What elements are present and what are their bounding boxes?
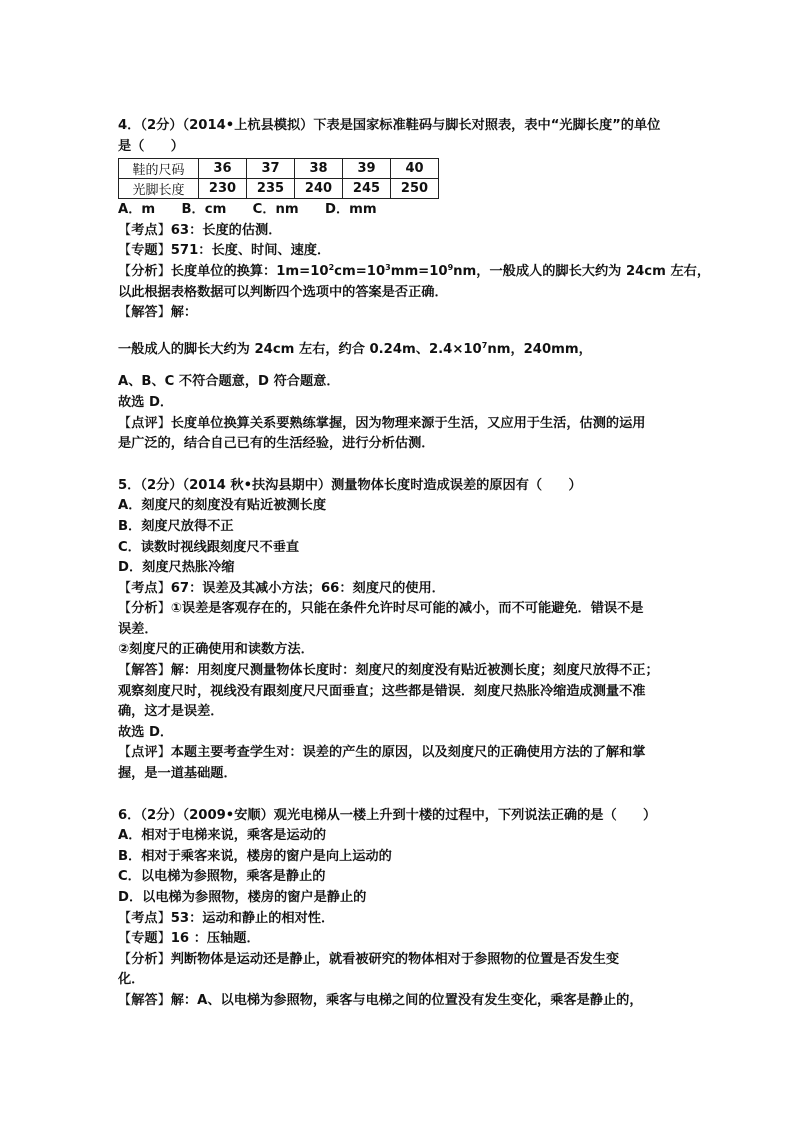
kaodian-text: 63：长度的估测． (170, 222, 282, 238)
jieda-text-continued: 确，这才是误差． (118, 704, 224, 720)
zhuanti-line (118, 241, 678, 262)
exponent: 2 (328, 262, 335, 272)
text-segment: 一般成人的脚长大约为 24cm 左右，约合 0.24m、2.4×10 (118, 341, 482, 357)
tag-label: 分析 (131, 951, 158, 967)
dianping-text-continued: 握，是一道基础题． (118, 766, 237, 782)
table-cell: 230 (199, 179, 247, 199)
table-cell: 250 (391, 179, 439, 199)
question-5 (118, 476, 678, 785)
fenxi-text-continued: 以此根据表格数据可以判断四个选项中的答案是否正确． (118, 284, 448, 300)
question-4 (118, 116, 711, 455)
fenxi-tag: 【分析】 (118, 951, 171, 967)
jieda-text: 解：A、以电梯为参照物，乘客与电梯之间的位置没有发生变化，乘客是静止的， (170, 992, 643, 1008)
table-cell: 36 (199, 159, 247, 179)
fenxi-tag: 【分析】 (118, 601, 171, 617)
fenxi-tag: 【分析】 (118, 263, 171, 279)
option-a: A．相对于电梯来说，乘客是运动的 (118, 828, 327, 844)
kaodian-tag: 【考点】 (118, 580, 171, 596)
option-b: B．刻度尺放得不正 (118, 518, 234, 534)
option-b: B．相对于乘客来说，楼房的窗户是向上运动的 (118, 848, 392, 864)
kaodian-tag: 【考点】 (118, 222, 171, 238)
fenxi-text-continued: 误差． (118, 621, 158, 637)
jieda-text: 解：用刻度尺测量物体长度时：刻度尺的刻度没有贴近被测长度；刻度尺放得不正； (170, 663, 659, 679)
fenxi-text-continued: 化． (118, 972, 145, 988)
dianping-tag: 【点评】 (118, 745, 171, 761)
exponent: 3 (385, 262, 391, 272)
dianping-text: 长度单位换算关系要熟练掌握，因为物理来源于生活，又应用于生活，估测的运用 (170, 415, 646, 431)
kaodian-line (118, 909, 678, 930)
table-row-label: 光脚长度 (119, 179, 199, 199)
option-d: D．以电梯为参照物，楼房的窗户是静止的 (118, 890, 367, 905)
fenxi-text (171, 264, 710, 279)
tag-label: 解答 (131, 663, 158, 679)
table-cell: 245 (343, 179, 391, 199)
option-d: D．刻度尺热胀冷缩 (118, 560, 235, 576)
tag-label: 专题 (131, 243, 158, 259)
table-cell: 37 (247, 159, 295, 179)
zhuanti-line (118, 929, 678, 950)
table-row-label: 鞋的尺码 (119, 159, 199, 179)
table-cell: 39 (343, 159, 391, 179)
dianping-text: 本题主要考查学生对：误差的产生的原因，以及刻度尺的正确使用方法的了解和掌 (170, 745, 646, 761)
question-6 (118, 806, 678, 1012)
table-cell: 240 (295, 179, 343, 199)
text-segment: cm=10 (334, 263, 386, 279)
text-segment: nm，一般成人的脚长大约为 24cm 左右， (453, 263, 711, 279)
tag-label: 分析 (131, 263, 158, 279)
exponent: 7 (481, 340, 488, 350)
option-a: A．刻度尺的刻度没有贴近被测长度 (118, 498, 327, 514)
zhuanti-text: 16 ：压轴题． (170, 931, 260, 947)
text-segment: mm=10 (390, 263, 448, 279)
zhuanti-text: 571：长度、时间、速度． (170, 243, 331, 259)
tag-label: 点评 (131, 745, 158, 761)
jieda-line (118, 303, 678, 324)
calculation-line (118, 340, 678, 361)
judgement-line: A、B、C 不符合题意，D 符合题意． (118, 374, 340, 390)
question-stem: 6．（2分）（2009•安顺）观光电梯从一楼上升到十楼的过程中，下列说法正确的是（ ） (118, 807, 657, 823)
zhuanti-tag: 【专题】 (118, 243, 171, 259)
question-stem: 5．（2分）（2014 秋•扶沟县期中）测量物体长度时造成误差的原因有（ ） (118, 477, 582, 493)
table-row (119, 159, 439, 179)
table-cell: 40 (391, 159, 439, 179)
document-page (118, 116, 711, 1012)
kaodian-text: 53：运动和静止的相对性． (170, 910, 335, 926)
fenxi-line (118, 599, 678, 620)
text-segment: nm，240mm， (487, 341, 592, 357)
dianping-line (118, 414, 678, 435)
tag-label: 点评 (131, 415, 158, 431)
kaodian-tag: 【考点】 (118, 910, 171, 926)
jieda-text-continued: 观察刻度尺时，视线没有跟刻度尺尺面垂直；这些都是错误．刻度尺热胀冷缩造成测量不准 (118, 683, 646, 699)
question-stem: 4．（2分）（2014•上杭县模拟）下表是国家标准鞋码与脚长对照表，表中“光脚长度”的单位 (118, 118, 661, 133)
text-segment: 长度单位的换算：1m=10 (170, 263, 329, 279)
jieda-line (118, 991, 678, 1012)
dianping-line (118, 743, 678, 764)
jieda-line (118, 661, 678, 682)
jieda-tag: 【解答】 (118, 663, 171, 679)
fenxi-text-continued: ②刻度尺的正确使用和读数方法． (118, 642, 314, 658)
tag-label: 解答 (131, 305, 158, 321)
fenxi-line (118, 950, 678, 971)
tag-label: 考点 (131, 910, 158, 926)
tag-label: 解答 (131, 992, 158, 1008)
tag-label: 分析 (131, 601, 158, 617)
question-stem-continued: 是（ ） (118, 138, 184, 154)
question-options: A．m B．cm C．nm D．mm (118, 202, 377, 218)
jieda-tag: 【解答】 (118, 305, 171, 321)
kaodian-line (118, 221, 678, 242)
exponent: 9 (447, 262, 454, 272)
jieda-text: 解： (170, 305, 198, 321)
answer-line: 故选 D． (118, 724, 174, 740)
tag-label: 专题 (131, 931, 158, 947)
table-cell: 235 (247, 179, 295, 199)
dianping-text-continued: 是广泛的，结合自己已有的生活经验，进行分析估测． (118, 436, 435, 452)
fenxi-text: 判断物体是运动还是静止，就看被研究的物体相对于参照物的位置是否发生变 (170, 951, 620, 967)
option-c: C．读数时视线跟刻度尺不垂直 (118, 539, 300, 555)
answer-line: 故选 D． (118, 394, 174, 410)
tag-label: 考点 (131, 222, 158, 238)
option-c: C．以电梯为参照物，乘客是静止的 (118, 869, 326, 885)
shoe-size-table (118, 158, 439, 199)
kaodian-text: 67：误差及其减小方法；66：刻度尺的使用． (170, 580, 445, 596)
table-row (119, 179, 439, 199)
tag-label: 考点 (131, 580, 158, 596)
dianping-tag: 【点评】 (118, 415, 171, 431)
zhuanti-tag: 【专题】 (118, 931, 171, 947)
jieda-tag: 【解答】 (118, 992, 171, 1008)
fenxi-text: ①误差是客观存在的，只能在条件允许时尽可能的减小，而不可能避免．错误不是 (170, 601, 644, 617)
fenxi-line (118, 262, 711, 283)
table-cell: 38 (295, 159, 343, 179)
kaodian-line (118, 579, 678, 600)
